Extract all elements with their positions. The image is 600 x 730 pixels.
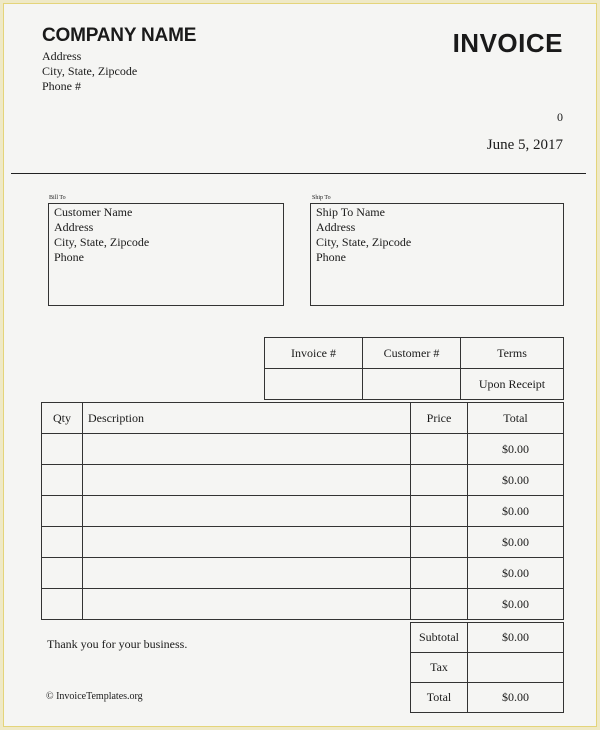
price-cell[interactable] (411, 558, 468, 589)
meta-header-terms: Terms (461, 338, 564, 369)
table-row (42, 465, 564, 496)
bill-to-box[interactable] (48, 203, 284, 306)
line-total-cell: $0.00 (468, 589, 564, 620)
description-cell[interactable] (83, 434, 411, 465)
table-row (42, 527, 564, 558)
subtotal-label: Subtotal (411, 623, 468, 653)
meta-header-row (265, 338, 564, 369)
price-cell[interactable] (411, 434, 468, 465)
meta-value-row (265, 369, 564, 400)
meta-invoice-number-cell[interactable] (265, 369, 363, 400)
description-cell[interactable] (83, 496, 411, 527)
bill-to-line: Phone (54, 250, 84, 264)
price-cell[interactable] (411, 496, 468, 527)
ship-to-line: City, State, Zipcode (316, 235, 412, 249)
meta-header-invoice-number: Invoice # (265, 338, 363, 369)
company-phone: Phone # (42, 79, 81, 93)
qty-cell[interactable] (42, 465, 83, 496)
qty-cell[interactable] (42, 589, 83, 620)
ship-to-line: Phone (316, 250, 346, 264)
meta-terms-cell[interactable]: Upon Receipt (461, 369, 564, 400)
price-cell[interactable] (411, 465, 468, 496)
items-header-row (42, 403, 564, 434)
ship-to-line: Ship To Name (316, 205, 385, 219)
table-row (42, 496, 564, 527)
company-address: Address (42, 49, 82, 63)
qty-cell[interactable] (42, 527, 83, 558)
table-row (42, 434, 564, 465)
qty-header: Qty (42, 403, 83, 434)
tax-row (411, 653, 564, 683)
meta-customer-number-cell[interactable] (363, 369, 461, 400)
copyright-note: © InvoiceTemplates.org (46, 691, 143, 702)
bill-to-line: Address (54, 220, 94, 234)
line-total-cell: $0.00 (468, 465, 564, 496)
total-value: $0.00 (468, 683, 564, 713)
description-cell[interactable] (83, 558, 411, 589)
invoice-page (3, 3, 597, 727)
bill-to-label: Bill To (49, 195, 66, 201)
price-cell[interactable] (411, 527, 468, 558)
total-header: Total (468, 403, 564, 434)
qty-cell[interactable] (42, 434, 83, 465)
company-name: COMPANY NAME (42, 25, 197, 46)
description-cell[interactable] (83, 527, 411, 558)
company-city-state-zip: City, State, Zipcode (42, 64, 138, 78)
tax-label: Tax (411, 653, 468, 683)
total-row (411, 683, 564, 713)
qty-cell[interactable] (42, 496, 83, 527)
invoice-meta-table (264, 337, 564, 400)
description-cell[interactable] (83, 465, 411, 496)
line-total-cell: $0.00 (468, 558, 564, 589)
line-total-cell: $0.00 (468, 496, 564, 527)
line-items-table (41, 402, 564, 620)
ship-to-box[interactable] (310, 203, 564, 306)
qty-cell[interactable] (42, 558, 83, 589)
ship-to-label: Ship To (312, 195, 331, 201)
invoice-title: INVOICE (452, 28, 563, 58)
totals-table (410, 622, 564, 713)
tax-value[interactable] (468, 653, 564, 683)
line-total-cell: $0.00 (468, 434, 564, 465)
header-divider (11, 173, 586, 174)
bill-to-line: Customer Name (54, 205, 133, 219)
thank-you-note: Thank you for your business. (47, 637, 188, 651)
table-row (42, 589, 564, 620)
description-cell[interactable] (83, 589, 411, 620)
price-cell[interactable] (411, 589, 468, 620)
invoice-date: June 5, 2017 (486, 137, 563, 153)
table-row (42, 558, 564, 589)
price-header: Price (411, 403, 468, 434)
total-label: Total (411, 683, 468, 713)
subtotal-row (411, 623, 564, 653)
invoice-number-value: 0 (557, 110, 563, 124)
bill-to-line: City, State, Zipcode (54, 235, 150, 249)
subtotal-value: $0.00 (468, 623, 564, 653)
ship-to-line: Address (316, 220, 356, 234)
line-total-cell: $0.00 (468, 527, 564, 558)
meta-header-customer-number: Customer # (363, 338, 461, 369)
description-header: Description (83, 403, 411, 434)
